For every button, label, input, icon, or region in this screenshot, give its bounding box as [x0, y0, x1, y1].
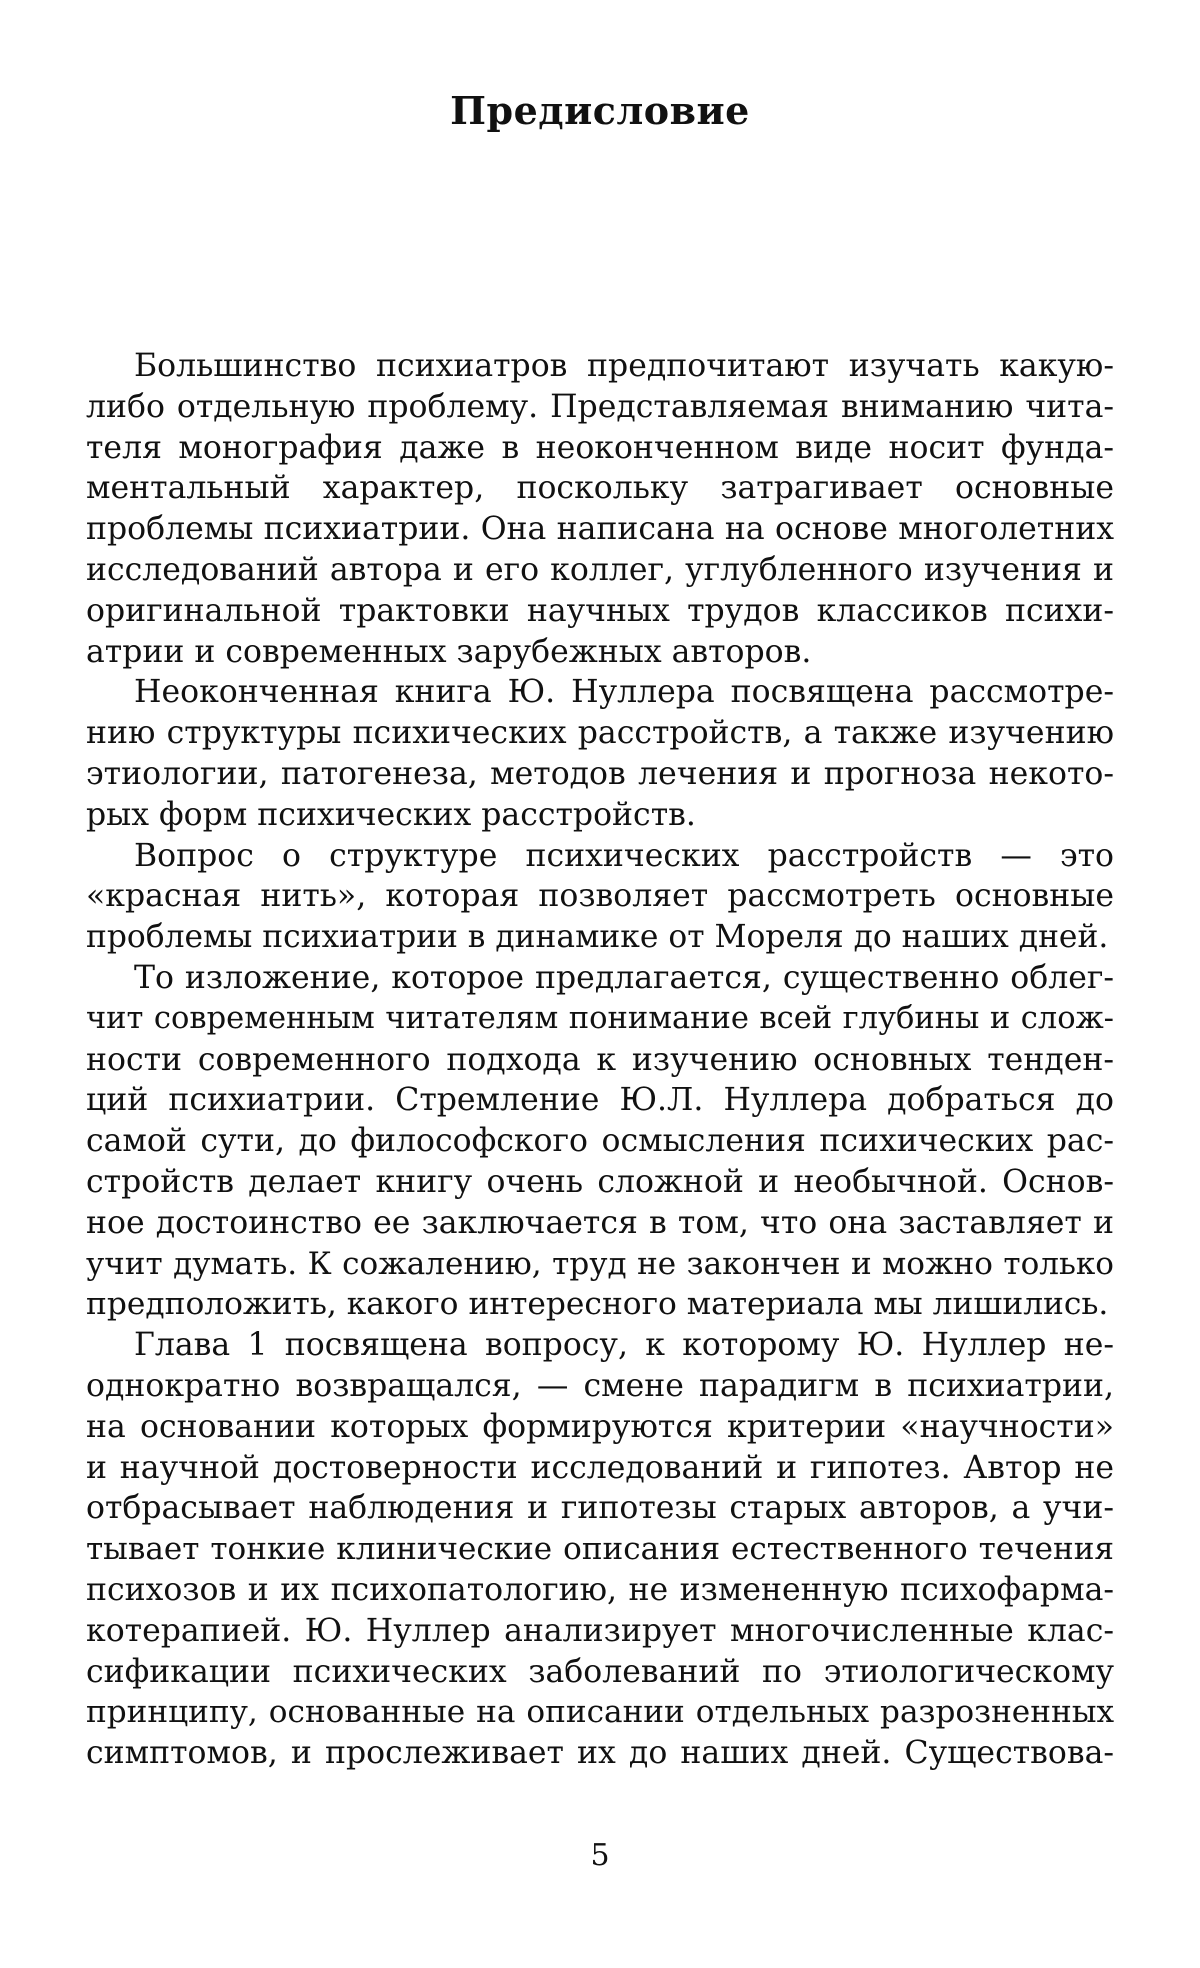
text-line: отбрасывает наблюдения и гипотезы старых авторов, а учи- [86, 1490, 1114, 1527]
paragraph-1 [86, 346, 1114, 672]
text-line: и научной достоверности исследований и гипотез. Автор не [86, 1449, 1114, 1486]
body-text [86, 346, 1114, 1774]
text-line: исследований автора и его коллег, углубленного изучения и [86, 551, 1114, 588]
text-line: атрии и современных зарубежных авторов. [86, 633, 812, 670]
text-line: проблемы психиатрии в динамике от Мореля до наших дней. [86, 919, 1109, 956]
text-line: Большинство психиатров предпочитают изучать какую- [134, 348, 1114, 384]
text-line: принципу, основанные на описании отдельных разрозненных [86, 1694, 1114, 1731]
text-line: котерапией. Ю. Нуллер анализирует многочисленные клас- [86, 1612, 1114, 1649]
text-line: «красная нить», которая позволяет рассмотреть основные [86, 878, 1114, 915]
text-line: ности современного подхода к изучению основных тенден- [86, 1041, 1114, 1078]
page-title: Предисловие [450, 88, 750, 133]
text-line: тывает тонкие клинические описания естественного течения [86, 1531, 1114, 1568]
text-line: проблемы психиатрии. Она написана на основе многолетних [86, 511, 1114, 548]
text-line: теля монография даже в неоконченном виде носит фунда- [86, 429, 1114, 466]
text-line: ное достоинство ее заключается в том, что она заставляет и [86, 1204, 1114, 1241]
text-line: чит современным читателям понимание всей глубины и слож- [86, 1000, 1114, 1036]
text-line: ций психиатрии. Стремление Ю.Л. Нуллера добраться до [86, 1082, 1114, 1119]
text-line: ментальный характер, поскольку затрагивает основные [86, 470, 1114, 507]
paragraph-4 [86, 958, 1114, 1325]
text-line: однократно возвращался, — смене парадигм в психиатрии, [86, 1367, 1114, 1404]
page-number: 5 [590, 1838, 610, 1873]
paragraph-5 [86, 1325, 1114, 1774]
text-line: Глава 1 посвящена вопросу, к которому Ю. Нуллер не- [134, 1327, 1114, 1364]
text-line: оригинальной трактовки научных трудов классиков психи- [86, 592, 1114, 629]
text-line: Вопрос о структуре психических расстройств — это [134, 837, 1114, 874]
text-line: сификации психических заболеваний по этиологическому [86, 1653, 1114, 1690]
text-line: психозов и их психопатологию, не измененную психофарма- [86, 1571, 1114, 1608]
text-line: на основании которых формируются критерии «научности» [86, 1408, 1114, 1445]
text-line: Неоконченная книга Ю. Нуллера посвящена рассмотре- [134, 674, 1114, 711]
text-line: учит думать. К сожалению, труд не закончен и можно только [86, 1245, 1114, 1282]
paragraph-2 [86, 672, 1114, 835]
paragraph-3 [86, 836, 1114, 958]
text-line: рых форм психических расстройств. [86, 796, 696, 833]
text-line: То изложение, которое предлагается, существенно облег- [134, 959, 1114, 996]
text-line: нию структуры психических расстройств, а также изучению [86, 715, 1114, 752]
text-line: либо отдельную проблему. Представляемая вниманию чита- [86, 388, 1114, 425]
text-line: этиологии, патогенеза, методов лечения и прогноза некото- [86, 755, 1114, 792]
text-line: стройств делает книгу очень сложной и необычной. Основ- [86, 1163, 1114, 1200]
text-line: симптомов, и прослеживает их до наших дней. Существова- [86, 1735, 1114, 1772]
text-line: самой сути, до философского осмысления психических рас- [86, 1123, 1114, 1160]
text-line: предположить, какого интересного материала мы лишились. [86, 1286, 1109, 1323]
